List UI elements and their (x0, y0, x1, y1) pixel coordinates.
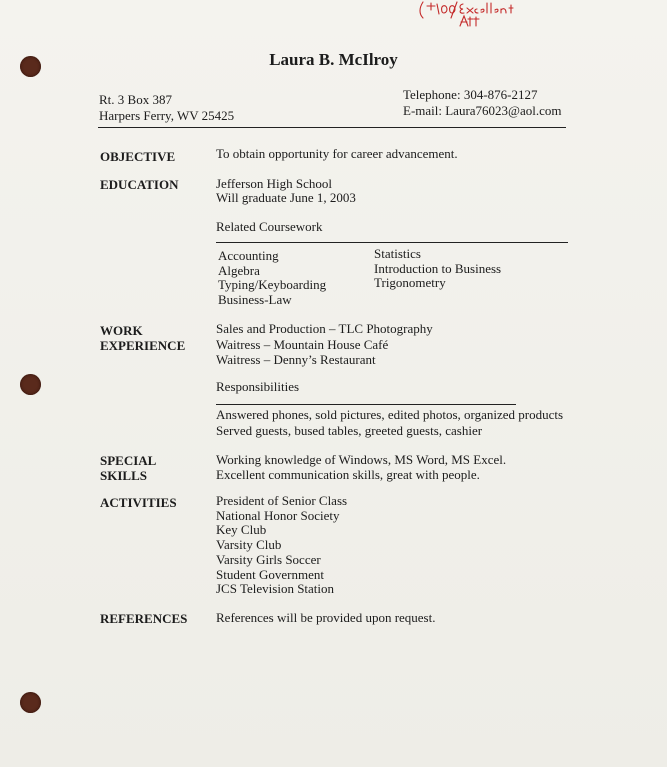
courses-left-column (218, 249, 326, 307)
job-item: Waitress – Denny’s Restaurant (216, 352, 376, 367)
email: E-mail: Laura76023@aol.com (403, 103, 562, 118)
activity-item: JCS Television Station (216, 581, 335, 597)
job-list (216, 321, 433, 368)
skill-item: Excellent communication skills, great with people. (216, 467, 480, 482)
skills-label-line-1: SPECIAL (100, 453, 157, 468)
activity-item: Student Government (216, 566, 324, 582)
skills-list (216, 452, 506, 482)
activities-list (216, 494, 347, 597)
special-skills-label (100, 453, 156, 483)
course-item: Algebra (218, 262, 260, 278)
courses-right-column (374, 247, 501, 291)
header-divider (98, 127, 566, 128)
objective-text: To obtain opportunity for career advancement. (216, 146, 458, 161)
course-item: Business-Law (218, 291, 292, 307)
course-item: Trigonometry (374, 275, 446, 290)
course-item: Typing/Keyboarding (218, 277, 327, 292)
education-label: EDUCATION (100, 177, 179, 192)
mailing-address (99, 92, 234, 124)
references-text: References will be provided upon request. (216, 610, 436, 625)
address-line-1: Rt. 3 Box 387 (99, 92, 172, 107)
objective-label: OBJECTIVE (100, 149, 176, 164)
graduation-date: Will graduate June 1, 2003 (216, 190, 356, 205)
skill-item: Working knowledge of Windows, MS Word, MS Excel. (216, 452, 507, 467)
activities-label: ACTIVITIES (100, 495, 177, 510)
coursework-divider (216, 242, 568, 243)
skills-label-line-2: SKILLS (100, 468, 147, 483)
work-experience-label (100, 323, 185, 353)
references-label: REFERENCES (100, 611, 188, 626)
activity-item: National Honor Society (216, 507, 340, 523)
binder-hole-bottom (20, 692, 41, 713)
telephone: Telephone: 304-876-2127 (403, 87, 538, 102)
binder-hole-middle (20, 374, 41, 395)
applicant-name: Laura B. McIlroy (269, 50, 398, 69)
activity-item: President of Senior Class (216, 493, 348, 508)
address-line-2: Harpers Ferry, WV 25425 (99, 108, 235, 123)
responsibilities-list (216, 407, 563, 439)
responsibilities-divider (216, 404, 516, 405)
activity-item: Varsity Club (216, 537, 282, 553)
activity-item: Varsity Girls Soccer (216, 551, 321, 567)
responsibility-item: Served guests, bused tables, greeted guests, cashier (216, 423, 483, 438)
handwritten-grade-note (415, 0, 555, 28)
responsibility-item: Answered phones, sold pictures, edited photos, organized products (216, 407, 564, 422)
course-item: Accounting (218, 248, 279, 263)
school-name: Jefferson High School (216, 176, 333, 191)
activity-item: Key Club (216, 522, 267, 538)
work-label-line-1: WORK (100, 323, 143, 338)
contact-info (403, 87, 562, 119)
responsibilities-heading: Responsibilities (216, 379, 300, 394)
coursework-heading: Related Coursework (216, 219, 323, 234)
job-item: Sales and Production – TLC Photography (216, 321, 433, 336)
work-label-line-2: EXPERIENCE (100, 338, 186, 353)
job-item: Waitress – Mountain House Café (216, 336, 389, 352)
course-item: Introduction to Business (374, 260, 502, 276)
course-item: Statistics (374, 246, 421, 261)
